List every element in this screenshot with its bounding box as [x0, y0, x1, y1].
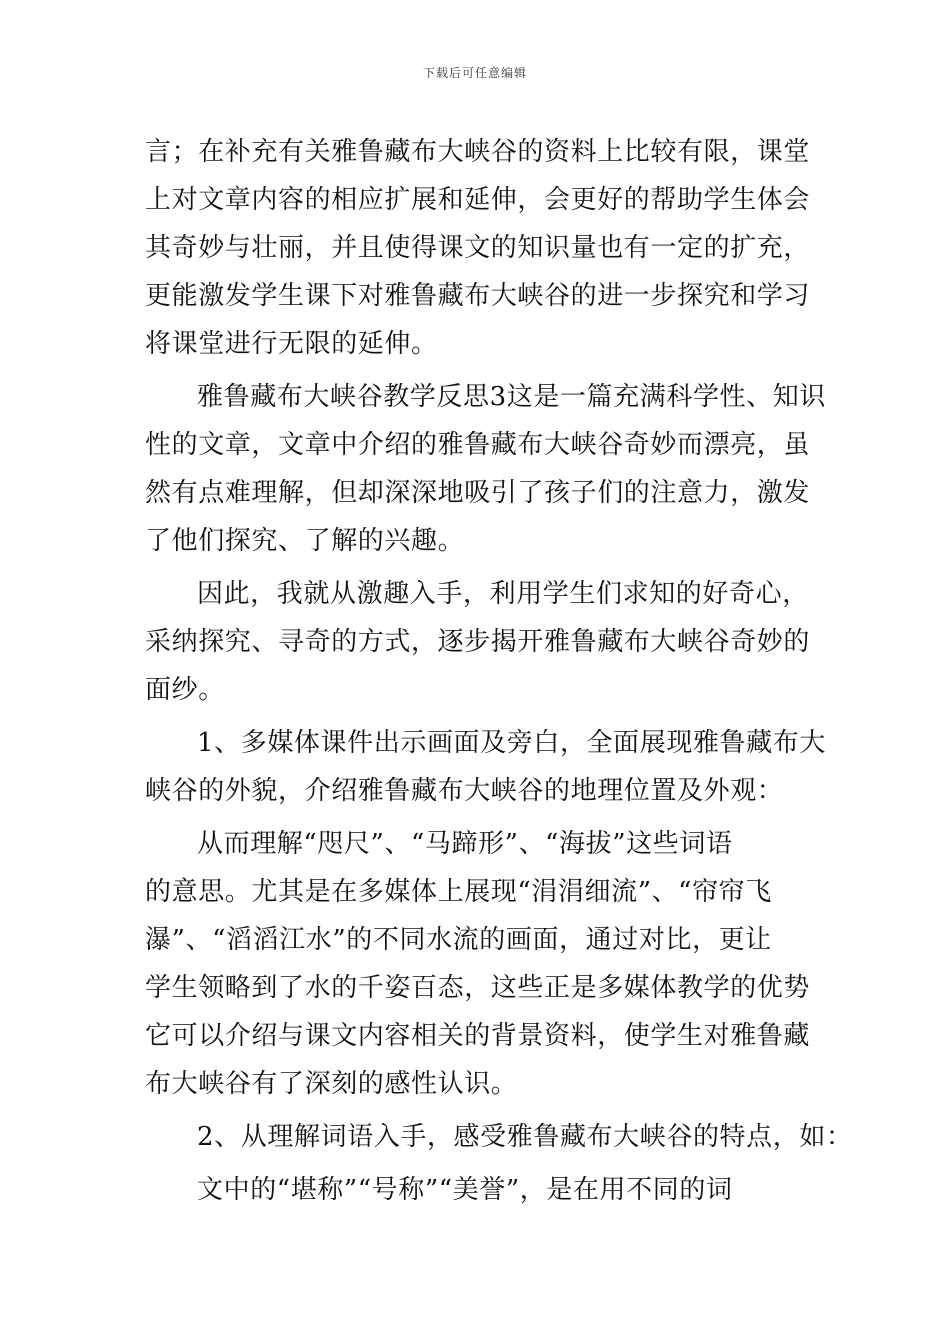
- paragraph: [145, 1113, 853, 1161]
- paragraph: [145, 128, 811, 368]
- text-line: 更能激发学生课下对雅鲁藏布大峡谷的进一步探究和学习: [145, 281, 811, 311]
- text-line: 上对文章内容的相应扩展和延伸，会更好的帮助学生体会: [145, 185, 811, 215]
- text-line: 文中的“堪称”“号称”“美誉”，是在用不同的词: [197, 1175, 733, 1205]
- text-line: 峡谷的外貌，介绍雅鲁藏布大峡谷的地理位置及外观：: [145, 776, 784, 806]
- paragraph: [145, 570, 811, 714]
- text-line: 瀑”、“滔滔江水”的不同水流的画面，通过对比，更让: [145, 925, 772, 955]
- text-line: 言；在补充有关雅鲁藏布大峡谷的资料上比较有限，课堂: [145, 137, 811, 167]
- text-line: 因此，我就从激趣入手，利用学生们求知的好奇心，: [197, 579, 809, 609]
- text-line: 了他们探究、了解的兴趣。: [145, 526, 465, 556]
- text-line: 采纳探究、寻奇的方式，逐步揭开雅鲁藏布大峡谷奇妙的: [145, 627, 811, 657]
- text-line: 其奇妙与壮丽，并且使得课文的知识量也有一定的扩充，: [145, 233, 811, 263]
- page-header: 下载后可任意编辑: [422, 66, 527, 80]
- document-body: [145, 128, 853, 1214]
- text-line: 它可以介绍与课文内容相关的背景资料，使学生对雅鲁藏: [145, 1021, 811, 1051]
- paragraph: [145, 820, 811, 1108]
- text-line: 2、从理解词语入手，感受雅鲁藏布大峡谷的特点，如：: [197, 1122, 853, 1152]
- text-line: 面纱。: [145, 675, 225, 705]
- paragraph: [145, 373, 826, 565]
- text-line: 布大峡谷有了深刻的感性认识。: [145, 1069, 518, 1099]
- text-line: 的意思。尤其是在多媒体上展现“涓涓细流”、“帘帘飞: [145, 877, 772, 907]
- text-line: 然有点难理解，但却深深地吸引了孩子们的注意力，激发: [145, 478, 811, 508]
- text-line: 学生领略到了水的千姿百态，这些正是多媒体教学的优势: [145, 973, 811, 1003]
- text-line: 雅鲁藏布大峡谷教学反思3这是一篇充满科学性、知识: [197, 382, 826, 412]
- paragraph: [145, 1166, 805, 1214]
- text-line: 1、多媒体课件出示画面及旁白，全面展现雅鲁藏布大: [197, 728, 826, 758]
- paragraph: [145, 719, 826, 815]
- text-line: 将课堂进行无限的延伸。: [145, 329, 438, 359]
- text-line: 从而理解“咫尺”、“马蹄形”、“海拔”这些词语: [197, 829, 733, 859]
- text-line: 性的文章，文章中介绍的雅鲁藏布大峡谷奇妙而漂亮，虽: [145, 430, 811, 460]
